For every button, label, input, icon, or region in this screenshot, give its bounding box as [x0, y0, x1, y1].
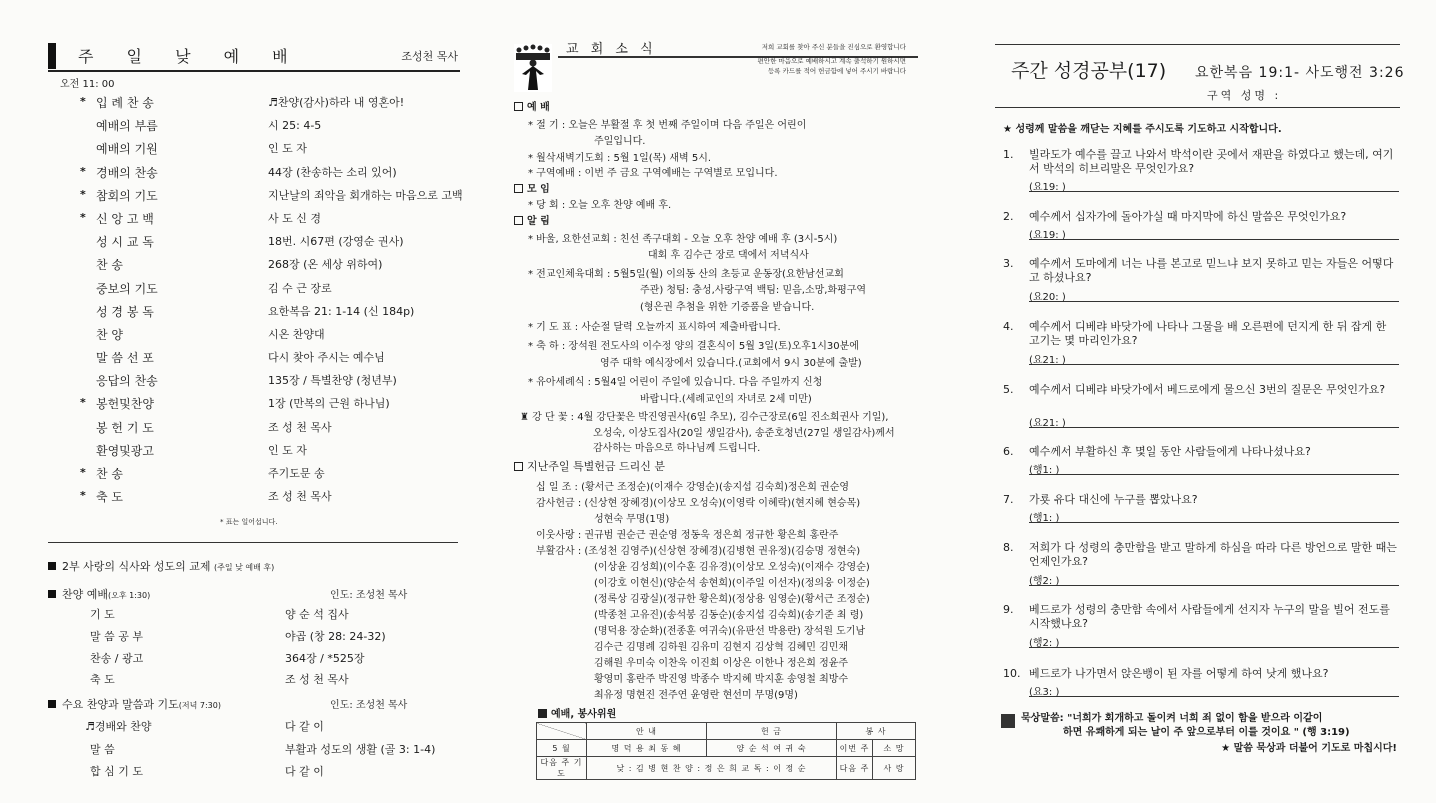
wednesday-item	[85, 718, 445, 738]
answer-line[interactable]: (요21: )	[1029, 414, 1399, 428]
answer-line[interactable]: (요19: )	[1029, 178, 1399, 192]
square-bullet-icon	[538, 709, 547, 718]
pastor-name: 조성천 목사	[401, 50, 458, 63]
question-number: 4.	[1003, 320, 1014, 333]
question-text: 저희가 다 성령의 충만함을 받고 말하게 하심을 따라 다른 방언으로 말한 때는 언제인가요?	[1029, 541, 1397, 568]
question-number: 5.	[1003, 383, 1014, 396]
checkbox-icon	[514, 102, 523, 111]
order-row	[80, 92, 460, 115]
question-number: 10.	[1003, 667, 1021, 680]
order-label: 찬 양	[96, 327, 123, 342]
welcome-note-2: 편안한 마음으로 예배하시고 계속 출석하기 원하시면	[757, 57, 906, 65]
answer-line[interactable]: (요19: )	[1029, 226, 1399, 240]
order-label: 찬 송	[96, 258, 123, 273]
table-cell	[537, 723, 587, 740]
question-text: 베드로가 성령의 충만함 속에서 사람들에게 선지자 누구의 말을 빌어 전도를 시작했나요?	[1029, 603, 1390, 630]
order-label: 봉 헌 기 도	[96, 420, 154, 435]
order-value: 135장 / 특별찬양 (청년부)	[268, 374, 397, 388]
item-label: 말 씀 공 부	[90, 630, 143, 643]
table-cell: 다음 주	[837, 757, 873, 780]
study-intro: ★ 성령께 말씀을 깨닫는 지혜를 주시도록 기도하고 시작합니다.	[1003, 124, 1282, 135]
order-value: 18번. 시67편 (강영순 권사)	[268, 235, 404, 249]
news-line: 오성숙, 이상도집사(20일 생일감사), 송준호청년(27일 생일감사)께서	[593, 428, 895, 439]
order-value: 다시 찾아 주시는 예수님	[268, 351, 385, 365]
news-line: 주일입니다.	[594, 136, 646, 147]
offering-line: 최유정 명현진 전주연 윤영란 현선미 무명(9명)	[594, 690, 798, 701]
order-label: 환영및광고	[96, 443, 154, 458]
worship-title: 주 일 낮 예 배	[78, 47, 302, 66]
order-label: 찬 송	[96, 467, 123, 481]
study-title: 주간 성경공부(17)	[1011, 60, 1167, 82]
table-cell: 명 덕 용 최 동 혜	[587, 740, 707, 757]
item-label: 찬송 / 광고	[90, 652, 144, 665]
item-value: 364장 / *525장	[285, 652, 365, 665]
duty-table	[536, 722, 916, 780]
meditation-line-1: 묵상말씀: "너희가 회개하고 돌이켜 너희 죄 없이 함을 받으라 이같이	[1021, 713, 1323, 724]
order-row	[80, 393, 460, 416]
item-value: 조 성 천 목사	[285, 673, 349, 686]
news-line: * 당 회 : 오늘 오후 찬양 예배 후.	[528, 200, 672, 211]
order-value: 시온 찬양대	[268, 327, 325, 341]
standing-note: * 표는 일어섭니다.	[220, 518, 278, 526]
item-label: 말 씀	[90, 743, 115, 756]
order-label: 성 경 봉 독	[96, 304, 154, 319]
worship-time: 오전 11: 00	[60, 79, 115, 90]
order-label: 축 도	[96, 490, 123, 505]
checkbox-icon	[514, 462, 523, 471]
divider	[48, 542, 458, 543]
item-value: 야곱 (창 28: 24-32)	[285, 630, 386, 643]
news-line: 바랍니다.(세례교인의 자녀로 2세 미만)	[640, 394, 812, 405]
sunday-worship-panel	[40, 0, 480, 803]
news-line: * 전교인체육대회 : 5월5일(월) 이의동 산의 초등교 운동장(요한남선교회	[528, 269, 844, 280]
question-text: 예수께서 디베랴 바닷가에서 베드로에게 물으신 3번의 질문은 무엇인가요?	[1029, 383, 1386, 396]
table-cell: 5 월	[537, 740, 587, 757]
question-number: 8.	[1003, 541, 1014, 554]
question-text: 베드로가 나가면서 앉은뱅이 된 자를 어떻게 하여 낫게 했나요?	[1029, 667, 1329, 680]
heading-text: 예 배	[527, 102, 550, 113]
stand-mark: *	[80, 187, 86, 201]
answer-line[interactable]: (행2: )	[1029, 572, 1399, 586]
order-value: 주기도문 송	[268, 467, 325, 480]
order-value: 사 도 신 경	[268, 211, 321, 225]
stand-mark: *	[80, 466, 86, 479]
closing-prayer: ★ 말씀 묵상과 더불어 기도로 마칩시다!	[1221, 743, 1397, 754]
section-time: (저녁 7:30)	[178, 701, 221, 710]
meeting-heading	[514, 180, 550, 195]
answer-line[interactable]: (행1: )	[1029, 509, 1399, 523]
order-label: 입 례 찬 송	[96, 96, 154, 110]
order-label: 중보의 기도	[96, 281, 158, 296]
table-cell: 안 내	[587, 723, 707, 740]
order-row	[80, 301, 460, 324]
order-row	[80, 254, 460, 277]
news-line: * 바울, 요한선교회 : 친선 족구대회 - 오늘 오후 찬양 예배 후 (3시-5시)	[528, 234, 838, 245]
question-number: 2.	[1003, 210, 1014, 223]
choir-logo-icon	[514, 44, 552, 92]
answer-line[interactable]: (행1: )	[1029, 461, 1399, 475]
section-title: 수요 찬양과 말씀과 기도	[62, 698, 179, 711]
offering-line: 김해원 우미숙 이찬욱 이진희 이상은 이한나 정은희 정윤주	[594, 658, 849, 669]
offering-line: (박종천 고유진)(송석봉 김동순)(송지섭 김숙희)(송기준 최 령)	[594, 610, 864, 621]
question-text: 예수께서 부활하신 후 몇일 동안 사람들에게 나타나셨나요?	[1029, 445, 1311, 458]
praise-item	[90, 650, 450, 670]
item-value: 다 같 이	[285, 720, 324, 733]
header-bar	[48, 43, 56, 69]
checkbox-icon	[514, 184, 523, 193]
worship-news-heading	[514, 98, 550, 113]
order-row	[80, 231, 460, 254]
news-line: * 구역예배 : 이번 주 금요 구역예배는 구역별로 모입니다.	[528, 168, 778, 179]
offering-line: 김수근 김명례 김하원 김유미 김현지 김상혁 김혜민 김민채	[594, 642, 849, 653]
section-praise-worship	[48, 586, 458, 602]
offering-heading	[514, 458, 665, 474]
order-value: 김 수 근 장로	[268, 281, 332, 295]
table-cell: 양 순 석 여 귀 숙	[707, 740, 837, 757]
divider	[995, 107, 1400, 108]
order-row	[80, 185, 463, 208]
meditation-icon	[1001, 714, 1015, 728]
answer-line[interactable]: (요20: )	[1029, 288, 1399, 302]
table-cell: 다음 주 기도	[537, 757, 587, 780]
news-line: 영주 대학 예식장에서 있습니다.(교회에서 9시 30분에 출발)	[600, 358, 862, 369]
offering-line: 황영미 홍란주 박진영 박종수 박지혜 박지훈 송영철 최방수	[594, 674, 849, 685]
offering-line: 이웃사랑 : 권규범 권순근 권순영 정동욱 정은희 정규한 황은희 홍란주	[536, 530, 839, 541]
order-value: 1장 (만복의 근원 하나님)	[268, 397, 390, 411]
table-cell: 이번 주	[837, 740, 873, 757]
section-wednesday	[48, 696, 458, 712]
notice-heading	[514, 212, 550, 227]
offering-line: 부활감사 : (조성천 김영주)(신상현 장혜경)(김병현 권유정)(김승명 정현숙)	[536, 546, 861, 557]
item-label: 축 도	[90, 673, 115, 686]
offering-line: 감사헌금 : (신상현 장혜경)(이상모 오성숙)(이영락 이혜락)(현지혜 현승목)	[536, 498, 861, 509]
item-value: 양 순 석 집사	[285, 608, 349, 621]
duty-heading	[538, 705, 616, 720]
item-label: 합 심 기 도	[90, 765, 143, 778]
praise-item	[90, 671, 450, 691]
table-cell: 사 랑	[873, 757, 916, 780]
stand-mark: *	[80, 164, 86, 178]
order-label: 응답의 찬송	[96, 374, 158, 389]
order-value: 인 도 자	[268, 443, 307, 457]
table-row	[537, 723, 916, 740]
offering-line: (명덕용 장순화)(전종훈 여귀숙)(유판선 박용란) 장석원 도기남	[594, 626, 866, 637]
question-number: 9.	[1003, 603, 1014, 616]
welcome-note-3: 등록 카드를 적어 헌금함에 넣어 주시기 바랍니다	[768, 67, 906, 75]
offering-line: 십 일 조 : (황서근 조정순)(이재수 강영순)(송지섭 김숙희)정은희 권순영	[536, 482, 850, 493]
order-label: 경배의 찬송	[96, 165, 158, 180]
news-line: * 기 도 표 : 사순절 달력 오늘까지 표시하여 제출바랍니다.	[528, 322, 781, 333]
offering-line: (이강호 이현신)(양순석 송현희)(이주일 이선자)(정의웅 이정순)	[594, 578, 870, 589]
offering-line: (정록상 김광실)(정규한 황은희)(정상용 임영순)(황서근 조정순)	[594, 594, 870, 605]
question-text: 가룟 유다 대신에 누구를 뽑았나요?	[1029, 493, 1198, 506]
order-row	[80, 115, 460, 138]
bible-study-panel	[995, 0, 1405, 803]
item-value: 다 같 이	[285, 765, 324, 778]
praise-item	[90, 628, 450, 648]
news-line: * 축 하 : 장석원 전도사의 이수정 양의 결혼식이 5월 3일(토)오후1시30분에	[528, 341, 859, 352]
order-value: 268장 (온 세상 위하여)	[268, 258, 383, 272]
order-row	[80, 138, 460, 161]
table-row	[537, 740, 916, 757]
stand-mark: *	[80, 95, 86, 108]
order-row	[80, 370, 460, 393]
stand-mark: *	[80, 396, 86, 410]
order-value: 인 도 자	[268, 142, 307, 156]
answer-line[interactable]: (요3: )	[1029, 683, 1399, 697]
section-title: 찬양 예배	[62, 588, 109, 601]
news-line: 대회 후 김수근 장로 댁에서 저녁식사	[648, 250, 809, 261]
square-bullet-icon	[48, 700, 56, 708]
offering-line: 성현숙 무명(1명)	[594, 514, 670, 525]
news-line: 주관) 청팀: 충성,사랑구역 백팀: 믿음,소망,화평구역	[640, 285, 867, 296]
study-name-field: 구역 성명 :	[1207, 89, 1282, 102]
question-text: 예수께서 도마에게 너는 나를 본고로 믿느냐 보지 못하고 믿는 자들은 어떻다고 하셨나요?	[1029, 257, 1394, 284]
news-title: 교 회 소 식	[566, 42, 657, 57]
welcome-note-1: 저희 교회를 찾아 주신 분들을 진심으로 환영합니다	[761, 43, 906, 51]
order-value: ♬찬양(감사)하라 내 영혼아!	[268, 96, 405, 109]
order-label: 예배의 부름	[96, 119, 158, 134]
section-leader: 인도: 조성천 목사	[330, 700, 408, 711]
question-text: 예수께서 디베랴 바닷가에 나타나 그물을 배 오른편에 던지게 한 뒤 잡게 한 고기는 몇 마리인가요?	[1029, 320, 1387, 347]
news-line: (형은권 추첨을 위한 기증품을 받습니다.	[640, 302, 815, 313]
question-number: 7.	[1003, 493, 1014, 506]
order-row	[80, 208, 460, 231]
table-cell: 낮 : 김 병 현 찬 양 : 정 은 희 교 독 : 이 정 순	[587, 757, 837, 780]
answer-line[interactable]: (행2: )	[1029, 634, 1399, 648]
table-cell: 봉 사	[837, 723, 916, 740]
order-value: 44장 (찬송하는 소리 있어)	[268, 165, 397, 179]
news-line: * 유아세례식 : 5월4일 어린이 주일에 있습니다. 다음 주일까지 신청	[528, 377, 823, 388]
church-news-panel	[508, 0, 928, 803]
question-text: 예수께서 십자가에 돌아가실 때 마지막에 하신 말씀은 무엇인가요?	[1029, 210, 1347, 223]
order-label: 신 앙 고 백	[96, 211, 154, 226]
offering-line: (이상윤 김성희)(이수훈 김유경)(이상모 오성숙)(이재수 강영순)	[594, 562, 870, 573]
item-label: 기 도	[90, 608, 115, 621]
news-line: * 절 기 : 오늘은 부활절 후 첫 번째 주일이며 다음 주일은 어린이	[528, 120, 807, 131]
section-time: (오후 1:30)	[108, 591, 151, 600]
stand-mark: *	[80, 210, 86, 224]
order-value: 시 25: 4-5	[268, 119, 322, 133]
stand-mark: *	[80, 489, 86, 503]
table-row	[537, 757, 916, 780]
divider	[995, 44, 1400, 45]
square-bullet-icon	[48, 590, 56, 598]
section-fellowship	[48, 558, 274, 574]
order-value: 지난날의 죄악을 회개하는 마음으로 고백	[268, 188, 463, 202]
order-label: 말 씀 선 포	[96, 351, 154, 366]
meditation-line-2: 하면 유쾌하게 되는 날이 주 앞으로부터 이를 것이요 " (행 3:19)	[1063, 727, 1350, 738]
section-title: 2부 사랑의 식사와 성도의 교제	[62, 560, 211, 573]
order-value: 조 성 천 목사	[268, 420, 332, 434]
worship-header	[48, 40, 460, 72]
checkbox-icon	[514, 216, 523, 225]
question-number: 6.	[1003, 445, 1014, 458]
square-bullet-icon	[48, 562, 56, 570]
heading-text: 모 임	[527, 184, 550, 195]
wednesday-item	[90, 741, 450, 761]
order-label: 성 시 교 독	[96, 235, 154, 250]
heading-text: 지난주일 특별헌금 드리신 분	[527, 460, 666, 473]
question-number: 1.	[1003, 148, 1014, 161]
item-label: ♬경배와 찬양	[85, 720, 152, 733]
order-row	[80, 440, 460, 463]
news-line: 감사하는 마음으로 하나님께 드립니다.	[593, 443, 761, 454]
table-cell: 헌 금	[707, 723, 837, 740]
answer-line[interactable]: (요21: )	[1029, 351, 1399, 365]
praise-item	[90, 606, 450, 626]
order-value: 조 성 천 목사	[268, 490, 332, 504]
order-row	[80, 486, 460, 509]
question-text: 빌라도가 예수를 끌고 나와서 박석이란 곳에서 재판을 하였다고 했는데, 여기서 박석의 히브리말은 무엇인가요?	[1029, 148, 1394, 175]
item-value: 부활과 성도의 생활 (골 3: 1-4)	[285, 743, 436, 756]
order-row	[80, 324, 460, 347]
order-value: 요한복음 21: 1-14 (신 184p)	[268, 304, 415, 318]
study-range: 요한복음 19:1- 사도행전 3:26	[1195, 65, 1405, 81]
order-label: 참회의 기도	[96, 188, 158, 203]
news-line: ♜ 강 단 꽃 : 4월 강단꽃은 박진영권사(6일 추모), 김수근장로(6일 진소희권사 기일),	[520, 412, 889, 423]
order-row	[80, 162, 460, 185]
order-row	[80, 347, 460, 370]
table-cell: 소 망	[873, 740, 916, 757]
question-number: 3.	[1003, 257, 1014, 270]
order-label: 예배의 기원	[96, 142, 158, 157]
order-row	[80, 417, 460, 440]
news-line: * 월삭새벽기도회 : 5월 1일(목) 새벽 5시.	[528, 153, 712, 164]
section-note: (주일 낮 예배 후)	[214, 563, 275, 572]
heading-text: 예배, 봉사위원	[551, 709, 617, 720]
section-leader: 인도: 조성천 목사	[330, 590, 408, 601]
order-label: 봉헌및찬양	[96, 397, 154, 412]
order-row	[80, 463, 460, 486]
order-of-worship	[80, 92, 463, 509]
order-row	[80, 278, 460, 301]
heading-text: 알 림	[527, 216, 550, 227]
wednesday-item	[90, 763, 450, 783]
